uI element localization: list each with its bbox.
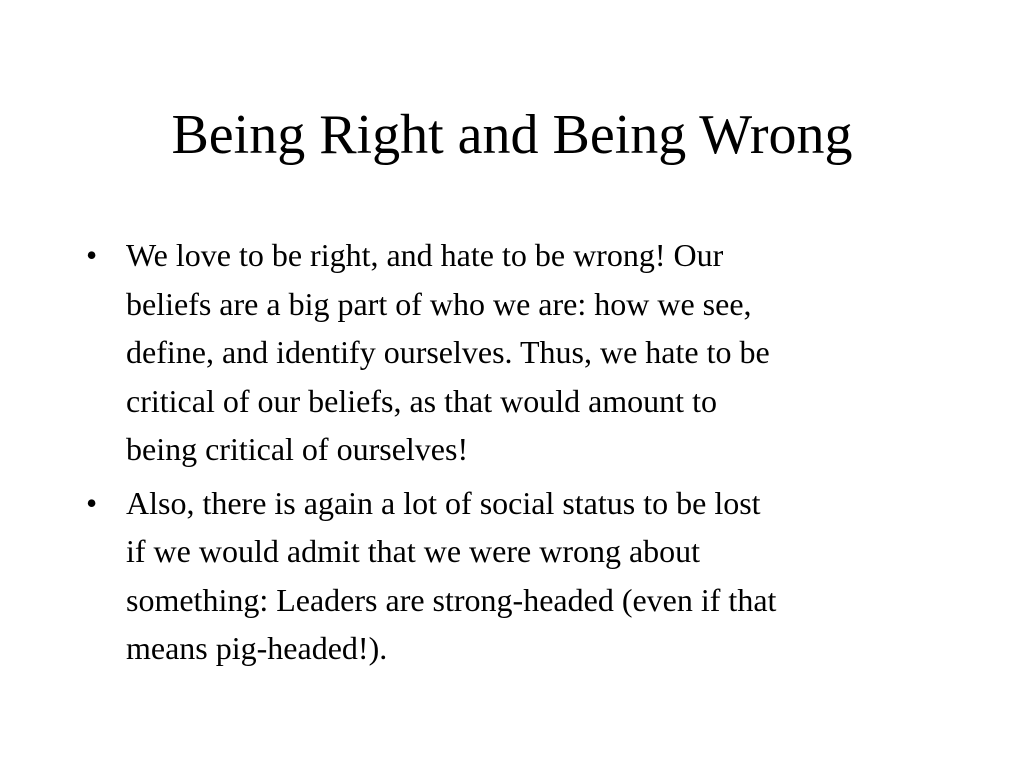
bullet-icon: • bbox=[86, 237, 98, 273]
bullet-line: being critical of ourselves! bbox=[126, 431, 469, 467]
bullet-line: define, and identify ourselves. Thus, we hate to be bbox=[126, 334, 770, 370]
bullet-list bbox=[82, 231, 952, 678]
bullet-line: Also, there is again a lot of social status to be lost bbox=[126, 484, 761, 521]
bullet-item bbox=[82, 231, 952, 474]
bullet-line: if we would admit that we were wrong about bbox=[126, 533, 701, 569]
bullet-line: means pig-headed!). bbox=[126, 630, 388, 666]
bullet-line: beliefs are a big part of who we are: how we see, bbox=[126, 285, 752, 322]
bullet-line: We love to be right, and hate to be wrong! Our bbox=[126, 237, 724, 273]
bullet-line: something: Leaders are strong-headed (even if that bbox=[126, 581, 777, 618]
bullet-icon: • bbox=[86, 484, 98, 521]
bullet-line: critical of our beliefs, as that would amount to bbox=[126, 382, 717, 419]
slide-title: Being Right and Being Wrong bbox=[171, 104, 853, 166]
bullet-item bbox=[82, 479, 952, 673]
